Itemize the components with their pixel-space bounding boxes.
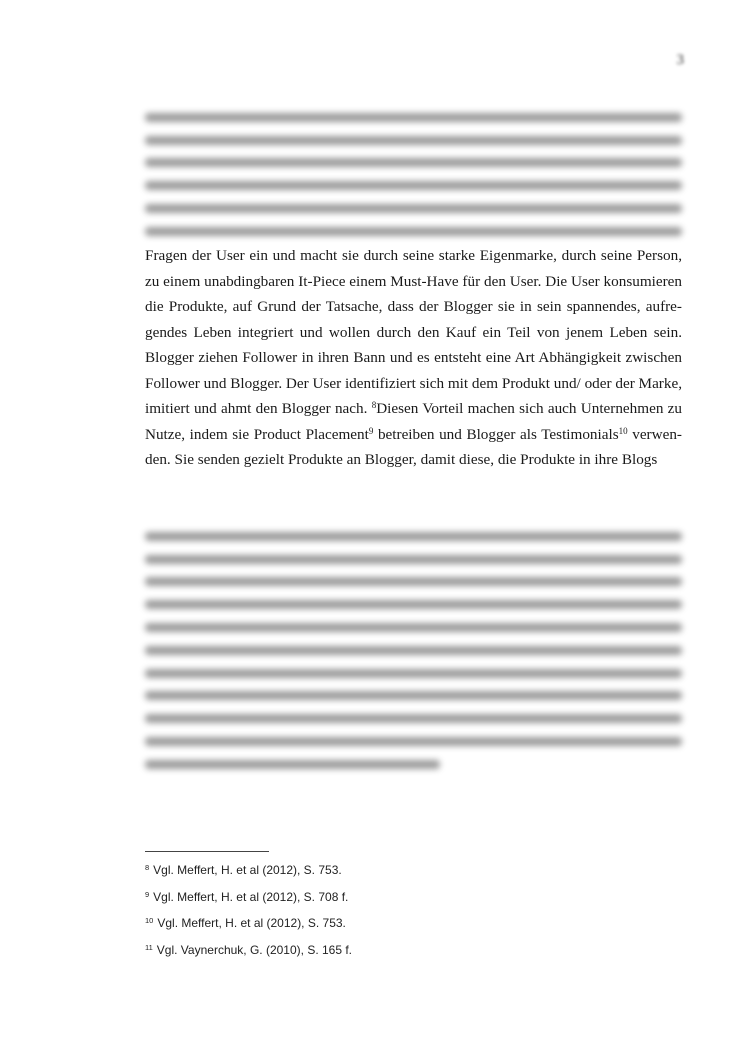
blurred-line: [145, 571, 682, 594]
blurred-line: [145, 197, 682, 220]
footnote-text: Vgl. Meffert, H. et al (2012), S. 753.: [157, 916, 346, 930]
paragraph-text-1: Fragen der User ein und macht sie durch seine starke Eigenmarke, durch seine Person, zu einem unabdingbaren It-Piece einem Must-Have für den User. Die User konsumieren die Produkte, auf Grund der Tatsache, dass der Blogger sie in sein spannendes, aufre- gendes Leben integriert und wollen durch den Kauf ein Teil von jenem Leben sein. Blogger ziehen Follower in ihren Bann und es entsteht eine Art Abhängigkeit zwischen Follower und Blogger. Der User identifiziert sich mit dem Produkt und/ oder der Marke, imitiert und ahmt den Blogger nach.: [145, 247, 682, 417]
blurred-line: [145, 152, 682, 175]
blurred-line: [145, 129, 682, 152]
blurred-line: [145, 639, 682, 662]
footnote-number: 8: [145, 863, 150, 872]
footnote-ref-8: 8: [371, 400, 377, 410]
body-paragraph: [145, 243, 682, 473]
blurred-line: [145, 593, 682, 616]
footnote-text: Vgl. Meffert, H. et al (2012), S. 753.: [153, 863, 342, 877]
page-number: 3: [676, 52, 684, 68]
blurred-line: [145, 707, 682, 730]
blurred-line: [145, 106, 682, 129]
blurred-line: [145, 616, 682, 639]
footnotes: [145, 862, 665, 968]
blurred-text-bottom: [145, 525, 682, 776]
footnote-9: [145, 889, 665, 916]
footnote-text: Vgl. Vaynerchuk, G. (2010), S. 165 f.: [156, 942, 353, 957]
paragraph-text-4: verwen- den. Sie senden gezielt Produkte an Blogger, damit diese, die Produkte in ihre Blogs: [145, 425, 682, 468]
footnote-number: 10: [145, 916, 154, 925]
paragraph-text-2: Diesen Vorteil machen sich auch Unternehmen zu Nutze, indem sie Product Placement: [145, 400, 682, 443]
footnote-text: Vgl. Meffert, H. et al (2012), S. 708 f.: [153, 889, 349, 904]
footnote-ref-9: 9: [368, 425, 374, 436]
blurred-line: [145, 662, 682, 685]
blurred-line: [145, 525, 682, 548]
footnote-number: 11: [145, 942, 153, 952]
blurred-line: [145, 174, 682, 197]
blurred-text-top: [145, 106, 682, 243]
blurred-line: [145, 730, 682, 753]
footnote-divider: [145, 851, 269, 852]
blurred-line: [145, 220, 682, 243]
blurred-line: [145, 685, 682, 708]
footnote-11: [145, 942, 665, 969]
blurred-line: [145, 753, 682, 776]
footnote-number: 9: [145, 889, 150, 899]
footnote-ref-10: 10: [618, 425, 628, 436]
footnote-8: [145, 862, 665, 889]
footnote-10: [145, 915, 665, 942]
blurred-line: [145, 548, 682, 571]
paragraph-text-3: betreiben und Blogger als Testimonials: [373, 425, 619, 443]
